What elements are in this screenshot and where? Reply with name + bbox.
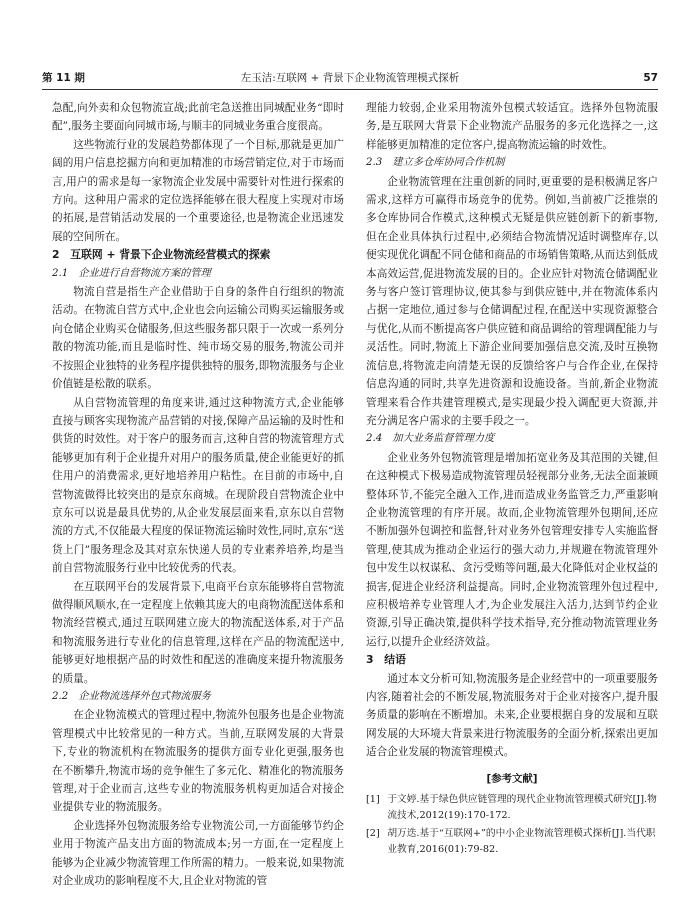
reference-text: 胡万迭.基于“互联网+”的中小企业物流管理模式探析[J].当代职业教育,2016(01):79-82. bbox=[387, 828, 656, 856]
article-running-title: 左玉洁:互联网 + 背景下企业物流管理模式探析 bbox=[240, 72, 460, 84]
reference-number: [1] bbox=[366, 794, 380, 806]
section-2-2-paragraph-2: 企业选择外包物流服务给专业物流公司,一方面能够节约企业用于物流产品支出方面的物流成本;另一方面,在一定程度上能够为企业减少物流管理工作所需的精力。一般来说,如果物流对企业成功的影响程度不大,且企业对物流的管 bbox=[52, 819, 344, 888]
section-2-1-paragraph-3: 在互联网平台的发展背景下,电商平台京东能够将自营物流做得顺风顺水,在一定程度上依赖其庞大的电商物流配送体系和物流经营模式,通过互联网建立庞大的物流配送体系,对于产品和物流服务进行专业化的信息管理,这样在产品的物流配送中,能够更好地根据产品的时效性和配送的准确度来提升物流服务的质量。 bbox=[52, 580, 344, 685]
section-2-4-heading: 2.4 加大业务监督管理力度 bbox=[366, 433, 495, 445]
issue-number: 第 11 期 bbox=[42, 72, 85, 84]
section-2-4-paragraph: 企业业务外包物流管理是增加拓宽业务及其范围的关键,但在这种模式下极易造成物流管理员轻视部分业务,无法全面兼顾整体环节,不能完全融入工作,进而造成业务监管乏力,严重影响企业物流管理的有序开展。故而,企业物流管理外包期间,还应不断加强外包调控和监督,针对业务外包管理安排专人实施监督管理,使其成为推动企业运行的强大动力,并规避在物流管理外包中发生以权谋私、贪污受贿等问题,最大化降低对企业权益的损害,促进企业经济利益提高。同时,企业物流管理外包过程中,应积极培养专业管理人才,为企业发展注入活力,达到节约企业资源,引导正确决策,提供科学技术指导,充分推动物流管理业务运行,以提升企业经济效益。 bbox=[366, 451, 658, 648]
section-2-1-paragraph-1: 物流自营是指生产企业借助于自身的条件自行组织的物流活动。在物流自营方式中,企业也会向运输公司购买运输服务或向仓储企业购买仓储服务,但这些服务都只限于一次或一系列分散的物流功能,而且是临时性、纯市场交易的服务,物流公司并不按照企业独特的业务程序提供独特的服务,即物流服务与企业价值链是松散的联系。 bbox=[52, 286, 344, 391]
section-2-heading: 2 互联网 + 背景下企业物流经营模式的探索 bbox=[52, 248, 271, 262]
section-2-1-heading: 2.1 企业进行自营物流方案的管理 bbox=[52, 267, 211, 279]
reference-item bbox=[366, 826, 658, 858]
section-2-3-paragraph: 企业物流管理在注重创新的同时,更重要的是积极满足客户需求,这样方可赢得市场竞争的优势。例如,当前被广泛推崇的多仓库协同合作模式,这种模式无疑是供应链创新下的新事物,但在企业具体执行过程中,必须结合物流情况适时调整库存,以便实现优化调配不同仓储和商品的市场销售策略,从而达到低成本高效运营,促进物流发展的目的。企业应针对物流仓储调配业务与客户签订管理协议,使其参与到供应链中,并在物流体系内占据一定地位,通过参与仓储调配过程,在配送中实现资源整合与优化,从而不断提高客户供应链和商品调给的管理调配能力与灵活性。同时,物流上下游企业间要加强信息交流,及时互换物流信息,将物流走向清楚无误的反馈给客户与合作企业,在保持信息沟通的同时,共享先进资源和设施设备。当前,新企业物流管理来看合作共建管理模式,是实现最少投入调配更大资源,并充分满足客户需求的主要手段之一。 bbox=[366, 175, 658, 427]
left-column bbox=[52, 99, 344, 890]
reference-number: [2] bbox=[366, 828, 380, 840]
section-3-heading: 3 结语 bbox=[366, 653, 406, 667]
section-2-2-paragraph-1: 在企业物流模式的管理过程中,物流外包服务也是企业物流管理模式中比较常见的一种方式。当前,互联网发展的大背景下,专业的物流机构在物流服务的提供方面专业化更强,服务也在不断攀升,物流市场的竞争催生了多元化、精准化的物流服务管理,对于企业而言,这些专业的物流服务机构更加适合对接企业提供专业的物流服务。 bbox=[52, 709, 344, 814]
section-2-3-heading: 2.3 建立多仓库协同合作机制 bbox=[366, 157, 505, 169]
intro-paragraph-continued: 急配,向外卖和众包物流宣战;此前宅急送推出同城配业务“即时配”,服务主要面向同城市场,与顺丰的同城业务重合度很高。 bbox=[52, 102, 344, 133]
conclusion-paragraph: 通过本文分析可知,物流服务是企业经营中的一项重要服务内容,随着社会的不断发展,物流服务对于企业对接客户,提升服务质量的影响在不断增加。未来,企业要根据自身的发展和互联网发展的大环境大背景来进行物流服务的全面分析,探索出更加适合企业发展的物流管理模式。 bbox=[366, 672, 658, 759]
page-number: 57 bbox=[643, 72, 658, 84]
right-column bbox=[366, 99, 658, 860]
section-2-2-heading: 2.2 企业物流选择外包式物流服务 bbox=[52, 691, 211, 702]
running-header bbox=[42, 71, 658, 90]
reference-item bbox=[366, 792, 658, 824]
section-2-1-paragraph-2: 从自营物流管理的角度来讲,通过这种物流方式,企业能够直接与顾客实现物流产品营销的对接,保障产品运输的及时性和供货的时效性。对于客户的服务而言,这种自营的物流管理方式能够更加有利于企业提升对用户的服务质量,使企业能更好的抓住用户的消费需求,更好地培养用户粘性。在目前的市场中,自营物流做得比较突出的是京东商城。在现阶段自营物流企业中京东可以说是最具优势的,从企业发展层面来看,京东以自营物流的方式,不仅能最大程度的保证物流运输时效性,同时,京东“送货上门”服务理念及其对京东快递人员的专业素养培养,均是当前自营物流服务行业中比较优秀的代表。 bbox=[52, 396, 344, 575]
references-heading: [参考文献] bbox=[486, 772, 538, 785]
section-2-2-paragraph-2-continued: 理能力较弱,企业采用物流外包模式较适宜。选择外包物流服务,是互联网大背景下企业物流产品服务的多元化选择之一,这样能够更加精准的定位客户,提高物流运输的时效性。 bbox=[366, 102, 658, 151]
reference-text: 于文婷.基于绿色供应链管理的现代企业物流管理模式研究[J].物流技术,2012(19):170-172. bbox=[387, 794, 657, 822]
intro-paragraph: 这些物流行业的发展趋势都体现了一个目标,那就是更加广阔的用户信息挖掘方向和更加精准的市场营销定位,对于市场而言,用户的需求是每一家物流企业发展中需要针对性进行探索的方向。这种用户需求的定位选择能够在很大程度上实现对市场的拓展,是营销活动发展的一个重要途径,也是物流企业迅速发展的空间所在。 bbox=[52, 138, 344, 243]
